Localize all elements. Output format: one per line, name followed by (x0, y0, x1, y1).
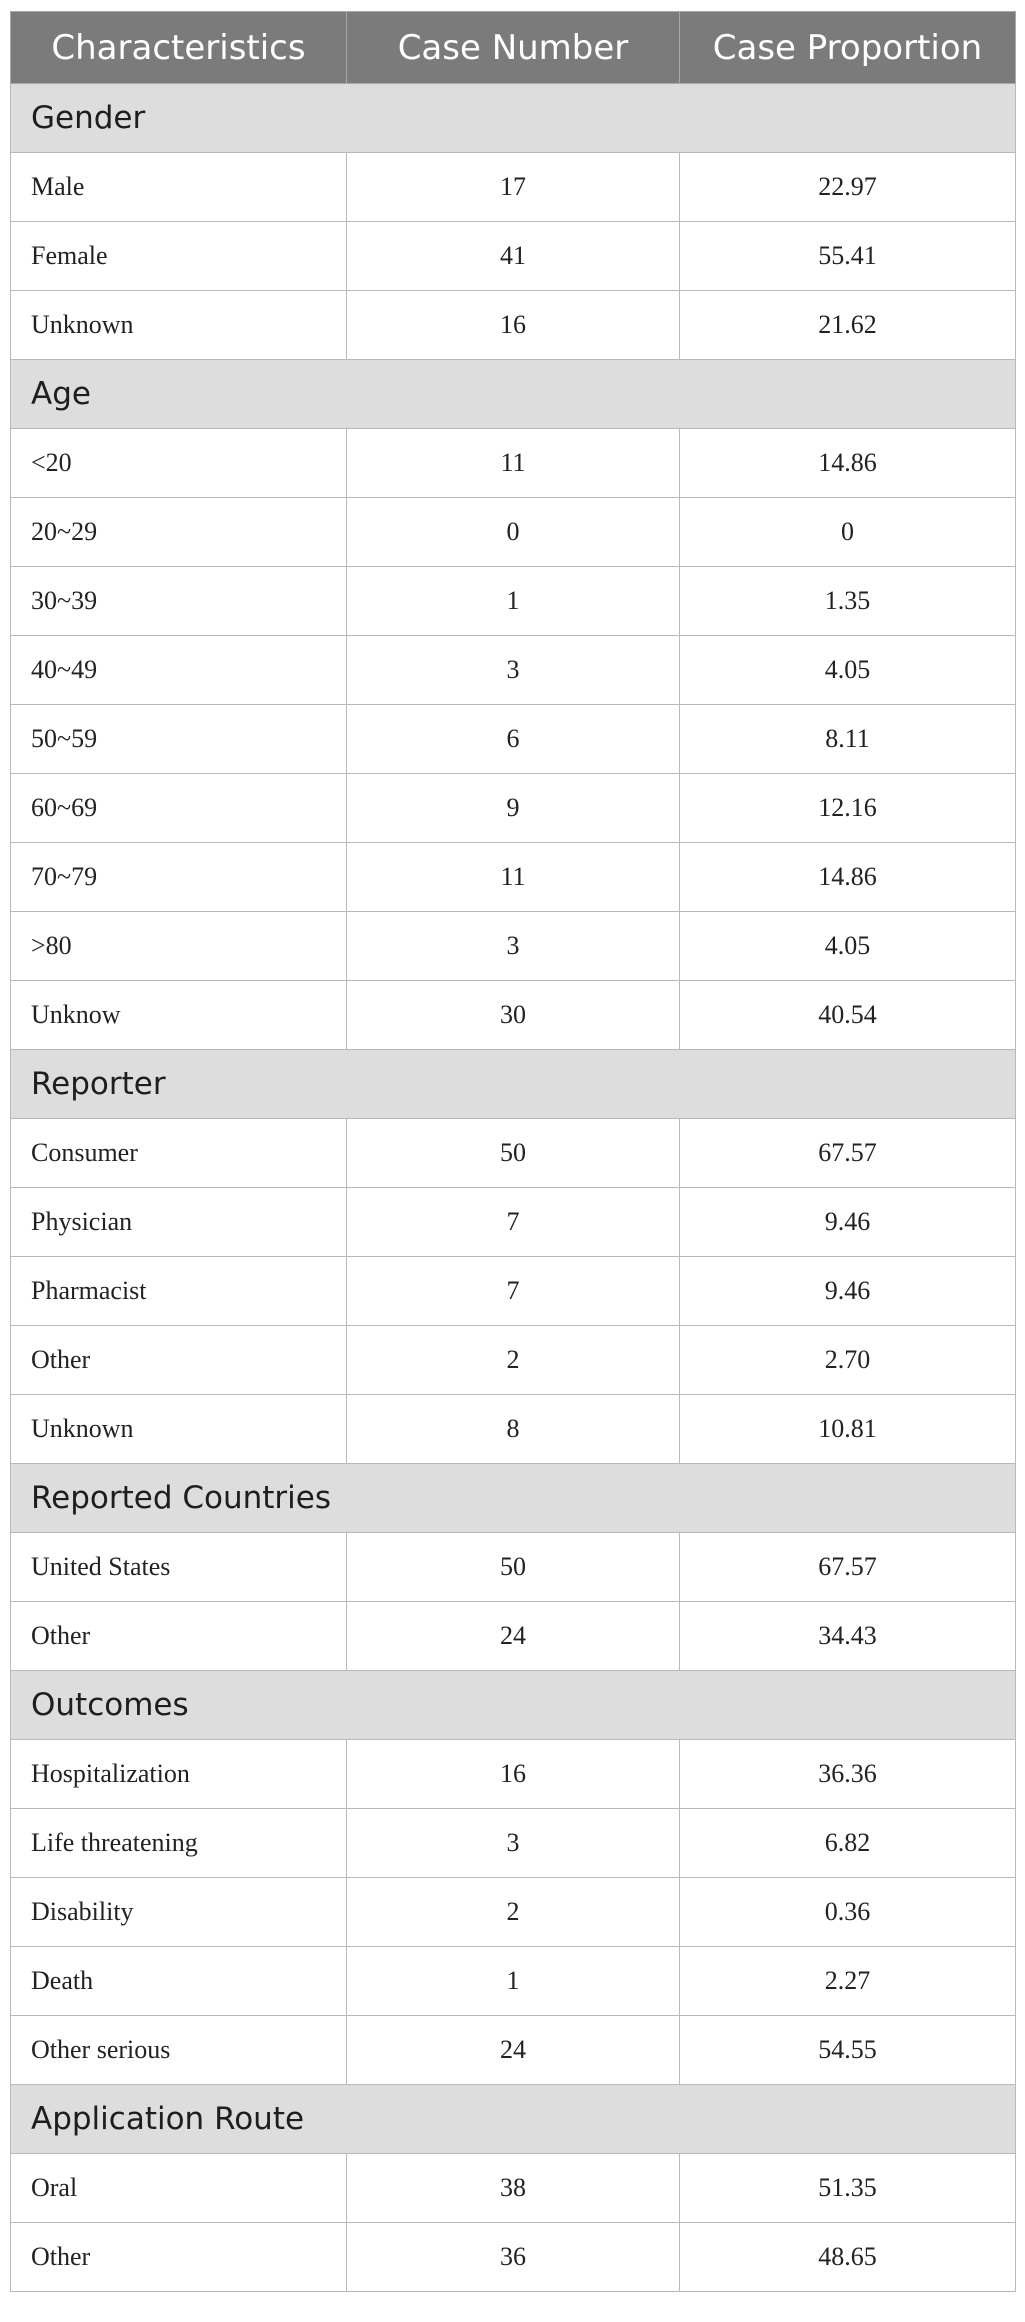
table-row (11, 2223, 1016, 2292)
characteristic-cell: Death (11, 1947, 347, 2016)
case-proportion-cell: 48.65 (680, 2223, 1016, 2292)
characteristic-cell: United States (11, 1533, 347, 1602)
table-row (11, 1119, 1016, 1188)
case-number-cell: 11 (347, 843, 680, 912)
section-title: Gender (11, 84, 1016, 153)
table-row (11, 1395, 1016, 1464)
characteristic-cell: 60~69 (11, 774, 347, 843)
section-title: Outcomes (11, 1671, 1016, 1740)
header-case-proportion: Case Proportion (680, 12, 1016, 84)
table-row (11, 843, 1016, 912)
characteristic-cell: Life threatening (11, 1809, 347, 1878)
characteristic-cell: >80 (11, 912, 347, 981)
case-proportion-cell: 67.57 (680, 1533, 1016, 1602)
case-number-cell: 16 (347, 1740, 680, 1809)
table-row (11, 636, 1016, 705)
case-number-cell: 0 (347, 498, 680, 567)
case-proportion-cell: 0 (680, 498, 1016, 567)
table-row (11, 705, 1016, 774)
section-row (11, 84, 1016, 153)
case-proportion-cell: 12.16 (680, 774, 1016, 843)
characteristic-cell: Unknow (11, 981, 347, 1050)
case-proportion-cell: 36.36 (680, 1740, 1016, 1809)
characteristic-cell: 30~39 (11, 567, 347, 636)
characteristic-cell: 50~59 (11, 705, 347, 774)
section-title: Reported Countries (11, 1464, 1016, 1533)
case-number-cell: 6 (347, 705, 680, 774)
case-number-cell: 2 (347, 1326, 680, 1395)
section-row (11, 1464, 1016, 1533)
case-proportion-cell: 0.36 (680, 1878, 1016, 1947)
case-proportion-cell: 4.05 (680, 912, 1016, 981)
case-number-cell: 24 (347, 2016, 680, 2085)
table-row (11, 567, 1016, 636)
table-row (11, 1878, 1016, 1947)
case-number-cell: 7 (347, 1257, 680, 1326)
case-proportion-cell: 34.43 (680, 1602, 1016, 1671)
header-case-number: Case Number (347, 12, 680, 84)
case-proportion-cell: 55.41 (680, 222, 1016, 291)
case-number-cell: 8 (347, 1395, 680, 1464)
table-row (11, 1947, 1016, 2016)
characteristic-cell: Unknown (11, 291, 347, 360)
table-body (11, 84, 1016, 2292)
case-number-cell: 1 (347, 1947, 680, 2016)
section-row (11, 360, 1016, 429)
case-proportion-cell: 51.35 (680, 2154, 1016, 2223)
case-proportion-cell: 2.27 (680, 1947, 1016, 2016)
case-proportion-cell: 40.54 (680, 981, 1016, 1050)
table-row (11, 1326, 1016, 1395)
table-row (11, 981, 1016, 1050)
case-proportion-cell: 8.11 (680, 705, 1016, 774)
table-row (11, 153, 1016, 222)
characteristic-cell: 20~29 (11, 498, 347, 567)
table-row (11, 2016, 1016, 2085)
case-number-cell: 50 (347, 1119, 680, 1188)
characteristic-cell: Pharmacist (11, 1257, 347, 1326)
case-number-cell: 24 (347, 1602, 680, 1671)
case-number-cell: 7 (347, 1188, 680, 1257)
characteristic-cell: 40~49 (11, 636, 347, 705)
section-row (11, 2085, 1016, 2154)
table-row (11, 1188, 1016, 1257)
header-characteristics: Characteristics (11, 12, 347, 84)
case-proportion-cell: 6.82 (680, 1809, 1016, 1878)
case-number-cell: 17 (347, 153, 680, 222)
case-number-cell: 9 (347, 774, 680, 843)
characteristics-table (10, 11, 1016, 2292)
table-row (11, 1533, 1016, 1602)
case-number-cell: 2 (347, 1878, 680, 1947)
case-proportion-cell: 1.35 (680, 567, 1016, 636)
case-proportion-cell: 21.62 (680, 291, 1016, 360)
characteristic-cell: Other serious (11, 2016, 347, 2085)
characteristic-cell: Other (11, 1602, 347, 1671)
case-number-cell: 3 (347, 636, 680, 705)
characteristic-cell: Female (11, 222, 347, 291)
table-header (11, 12, 1016, 84)
table-row (11, 912, 1016, 981)
case-proportion-cell: 22.97 (680, 153, 1016, 222)
table-row (11, 1602, 1016, 1671)
table-row (11, 2154, 1016, 2223)
case-proportion-cell: 9.46 (680, 1257, 1016, 1326)
table-row (11, 1740, 1016, 1809)
case-number-cell: 1 (347, 567, 680, 636)
case-number-cell: 30 (347, 981, 680, 1050)
case-number-cell: 36 (347, 2223, 680, 2292)
case-proportion-cell: 14.86 (680, 843, 1016, 912)
case-number-cell: 3 (347, 912, 680, 981)
case-number-cell: 50 (347, 1533, 680, 1602)
characteristic-cell: <20 (11, 429, 347, 498)
characteristic-cell: Unknown (11, 1395, 347, 1464)
characteristic-cell: Hospitalization (11, 1740, 347, 1809)
case-number-cell: 16 (347, 291, 680, 360)
characteristic-cell: Other (11, 1326, 347, 1395)
case-number-cell: 41 (347, 222, 680, 291)
table-row (11, 498, 1016, 567)
table-row (11, 774, 1016, 843)
characteristic-cell: Physician (11, 1188, 347, 1257)
table-row (11, 291, 1016, 360)
table-row (11, 222, 1016, 291)
section-title: Age (11, 360, 1016, 429)
case-number-cell: 11 (347, 429, 680, 498)
case-proportion-cell: 54.55 (680, 2016, 1016, 2085)
characteristic-cell: Oral (11, 2154, 347, 2223)
table-row (11, 1809, 1016, 1878)
section-title: Application Route (11, 2085, 1016, 2154)
case-proportion-cell: 14.86 (680, 429, 1016, 498)
section-row (11, 1671, 1016, 1740)
characteristic-cell: Disability (11, 1878, 347, 1947)
header-row (11, 12, 1016, 84)
section-title: Reporter (11, 1050, 1016, 1119)
section-row (11, 1050, 1016, 1119)
case-number-cell: 38 (347, 2154, 680, 2223)
characteristic-cell: Male (11, 153, 347, 222)
table-row (11, 429, 1016, 498)
characteristic-cell: 70~79 (11, 843, 347, 912)
table-row (11, 1257, 1016, 1326)
case-proportion-cell: 9.46 (680, 1188, 1016, 1257)
case-proportion-cell: 67.57 (680, 1119, 1016, 1188)
characteristic-cell: Other (11, 2223, 347, 2292)
case-proportion-cell: 2.70 (680, 1326, 1016, 1395)
case-proportion-cell: 4.05 (680, 636, 1016, 705)
characteristic-cell: Consumer (11, 1119, 347, 1188)
case-proportion-cell: 10.81 (680, 1395, 1016, 1464)
case-number-cell: 3 (347, 1809, 680, 1878)
